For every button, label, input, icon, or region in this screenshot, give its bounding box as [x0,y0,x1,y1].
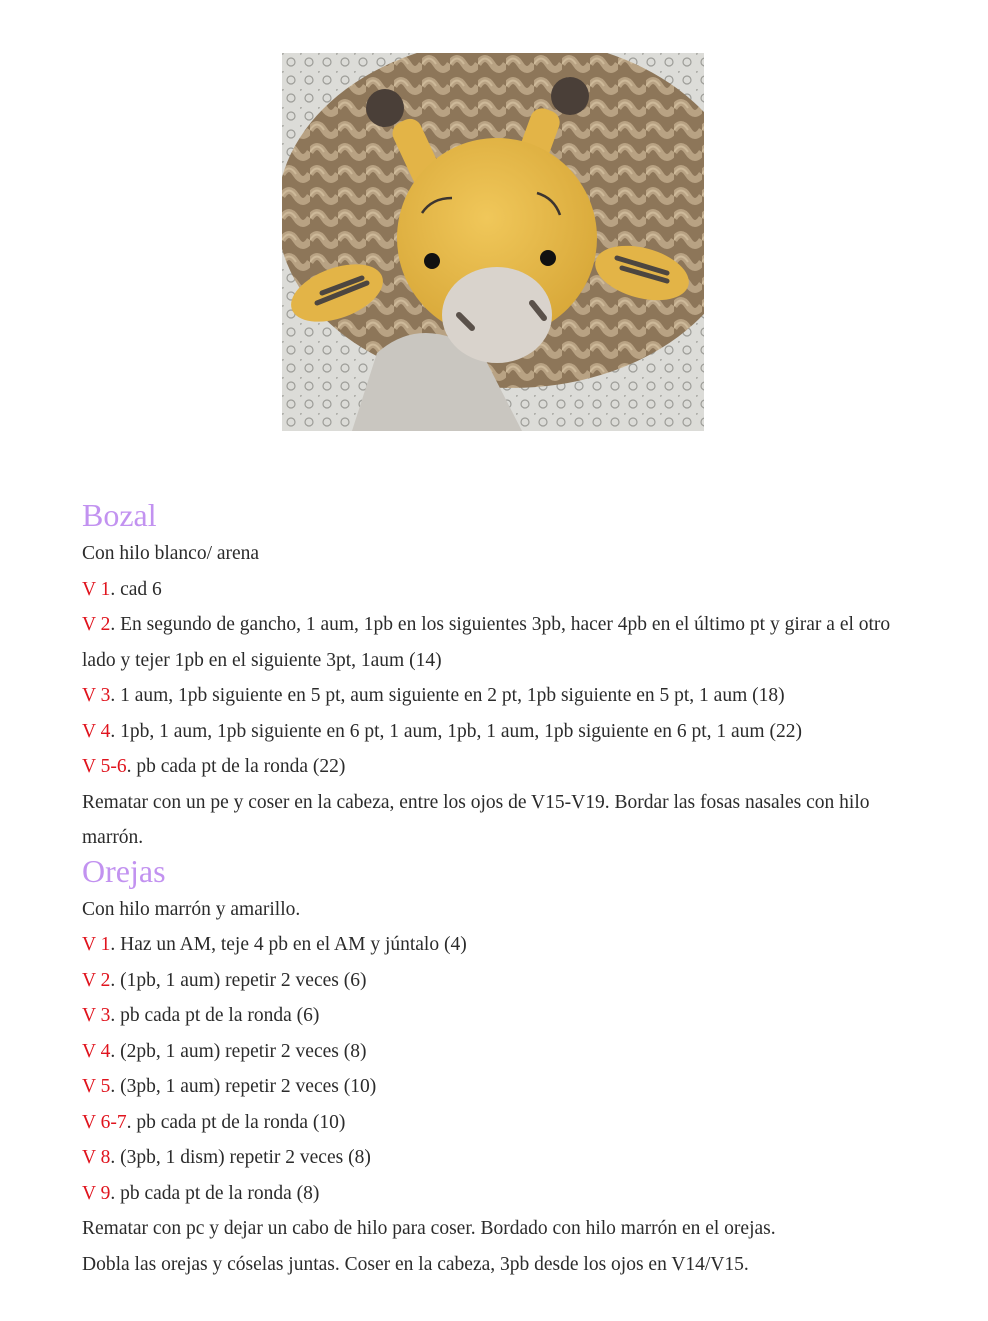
round-row [82,998,912,1034]
round-label: V 4 [82,720,111,742]
round-instructions: . cad 6 [110,578,162,600]
round-label: V 1 [82,934,111,955]
round-label: V 2 [82,969,111,991]
round-instructions: . (3pb, 1 aum) repetir 2 veces (10) [110,1076,377,1097]
yarn-intro: Con hilo marrón y amarillo. [82,898,301,920]
finishing-note: Dobla las orejas y cóselas juntas. Coser en la cabeza, 3pb desde los ojos en V14/V15. [82,1253,749,1275]
round-label: V 5-6 [82,756,127,777]
round-row [82,607,912,678]
section-title: Bozal [82,497,157,533]
round-row [82,749,912,785]
round-label: V 2 [82,614,111,635]
round-row [82,1105,912,1141]
round-row [82,1176,912,1212]
round-row [82,678,912,714]
section-title: Orejas [82,852,166,889]
giraffe-photo-illustration [282,53,704,431]
round-label: V 9 [82,1182,111,1204]
round-row [82,1034,912,1070]
round-row [82,572,912,608]
round-instructions: . En segundo de gancho, 1 aum, 1pb en los siguientes 3pb, hacer 4pb en el último pt y girar a el otro lado y tejer 1pb en el siguiente 3pt, 1aum (14) [82,614,891,671]
round-instructions: . (1pb, 1 aum) repetir 2 veces (6) [110,969,367,991]
round-label: V 3 [82,1005,111,1026]
giraffe-amigurumi-photo [282,53,704,431]
finishing-note: Rematar con pc y dejar un cabo de hilo para coser. Bordado con hilo marrón en el orejas. [82,1218,776,1239]
round-label: V 5 [82,1076,111,1097]
yarn-intro: Con hilo blanco/ arena [82,543,260,564]
round-instructions: . 1 aum, 1pb siguiente en 5 pt, aum siguiente en 2 pt, 1pb siguiente en 5 pt, 1 aum (18) [110,685,785,706]
round-instructions: . (2pb, 1 aum) repetir 2 veces (8) [110,1040,367,1062]
round-instructions: . pb cada pt de la ronda (22) [126,756,346,777]
section-orejas [82,850,912,1283]
round-label: V 6-7 [82,1111,127,1133]
round-label: V 4 [82,1040,111,1062]
round-instructions: . pb cada pt de la ronda (6) [110,1005,320,1026]
round-label: V 3 [82,685,111,706]
round-row [82,1140,912,1176]
round-instructions: . pb cada pt de la ronda (10) [126,1111,346,1133]
finishing-note: Rematar con un pe y coser en la cabeza, entre los ojos de V15-V19. Bordar las fosas nasales con hilo marrón. [82,791,870,848]
round-instructions: . 1pb, 1 aum, 1pb siguiente en 6 pt, 1 aum, 1pb, 1 aum, 1pb siguiente en 6 pt, 1 aum (22) [110,720,802,742]
round-label: V 8 [82,1147,111,1168]
round-instructions: . pb cada pt de la ronda (8) [110,1182,320,1204]
section-bozal [82,494,912,856]
round-row [82,714,912,750]
round-row [82,963,912,999]
pattern-content [82,494,912,1282]
round-instructions: . Haz un AM, teje 4 pb en el AM y júntalo (4) [110,934,467,955]
round-label: V 1 [82,578,111,600]
round-row [82,1069,912,1105]
round-instructions: . (3pb, 1 dism) repetir 2 veces (8) [110,1147,371,1168]
round-row [82,927,912,963]
